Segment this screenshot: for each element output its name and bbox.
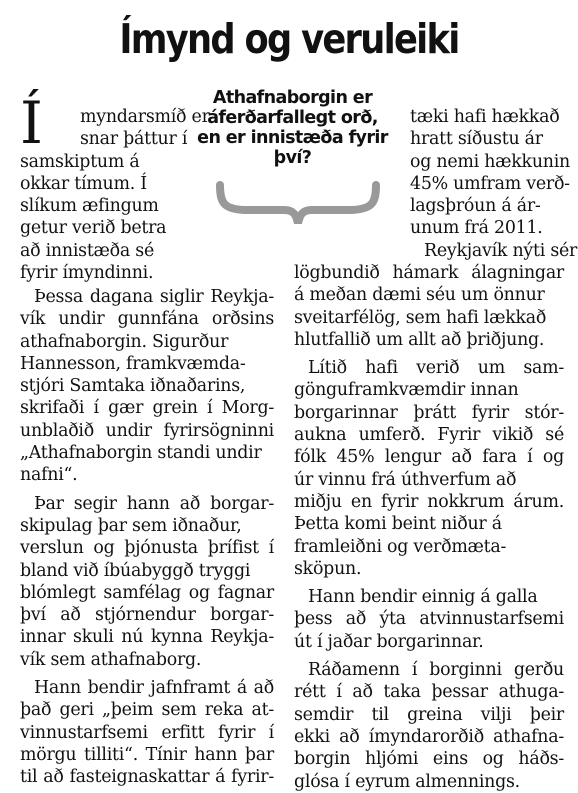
text-line: að innistæða sé <box>20 240 154 261</box>
text-line: rétt í að taka þessar athuga- <box>294 682 564 703</box>
column-left <box>80 106 210 151</box>
text-line: Lítið hafi verið um sam- <box>308 358 564 379</box>
pull-quote-line: Athafnaborgin er <box>212 88 373 108</box>
text-line: „Athafnaborgin standi undir <box>20 443 262 464</box>
paragraph <box>294 262 564 351</box>
text-line: fyrir ímyndinni. <box>20 263 154 284</box>
text-line: hratt síðustu ár <box>410 129 543 150</box>
column-right-top <box>410 106 570 240</box>
text-line: stjóri Samtaka iðnaðarins, <box>20 376 246 397</box>
paragraph <box>294 357 564 580</box>
text-line: innar skuli nú kynna Reykja- <box>20 627 274 648</box>
text-line: bland við íbúabyggð tryggi <box>20 560 251 581</box>
text-line: Þetta komi beint niður á <box>294 514 502 535</box>
column-right-main <box>294 262 564 793</box>
text-line: úr vinnu frá úthverfum að <box>294 469 517 490</box>
text-line: borgin hljómi eins og háðs- <box>294 749 564 770</box>
text-line: samskiptum á <box>20 151 140 172</box>
text-line: getur verið betra <box>20 218 167 239</box>
text-line: hlutfallið um allt að þriðjung. <box>294 329 545 350</box>
text-line: lagsþróun á ár- <box>410 196 541 217</box>
text-line: snar þáttur í <box>80 129 188 150</box>
text-line: á meðan dæmi séu um önnur <box>294 285 545 306</box>
text-line: miðju en fyrir nokkrum árum. <box>294 491 564 512</box>
text-line: Hann bendir einnig á galla <box>308 587 538 608</box>
text-line: sköpun. <box>294 558 362 579</box>
paragraph <box>294 659 564 793</box>
text-line: skipulag þar sem iðnaður, <box>20 515 242 536</box>
text-line: og nemi hækkunin <box>410 151 570 172</box>
text-line: myndarsmíð er <box>80 107 210 127</box>
text-line: Ráðamenn í borginni gerðu <box>308 660 564 681</box>
text-line: til að fasteignaskattar á fyrir- <box>20 767 274 788</box>
text-line: semdir til greina vilji þeir <box>294 704 564 725</box>
text-line: unblaðið undir fyrirsögninni <box>20 420 274 441</box>
text-line: út í jaðar borgarinnar. <box>294 631 484 652</box>
text-line: mörgu tilliti“. Tínir hann þar <box>20 744 274 765</box>
text-line: því að stjórnendur borgar- <box>20 605 274 626</box>
text-line: Þessa dagana siglir Reykja- <box>34 287 274 307</box>
text-line: borgarinnar þrátt fyrir stór- <box>294 402 564 423</box>
text-line: vík sem athafnaborg. <box>20 649 202 670</box>
text-line: sveitarfélög, sem hafi lækkað <box>294 307 547 328</box>
text-line: tæki hafi hækkað <box>410 107 560 127</box>
text-line: blómlegt samfélag og fagnar <box>20 582 274 603</box>
pull-quote-line: áferðarfallegt orð, <box>207 108 378 128</box>
text-line: vík undir gunnfána orðsins <box>20 309 274 330</box>
text-line: vinnustarfsemi erfitt fyrir í <box>20 722 274 743</box>
text-line: unum frá 2011. <box>410 218 543 239</box>
text-line: 45% umfram verð- <box>410 173 570 194</box>
text-line: athafnaborgin. Sigurður <box>20 331 229 352</box>
text-line: glósa í eyrum almennings. <box>294 771 520 792</box>
curly-brace-icon <box>214 183 382 225</box>
text-line: ekki að ímyndarorðið athafna- <box>294 726 564 747</box>
paragraph <box>20 493 274 671</box>
headline: Ímynd og veruleiki <box>119 15 459 63</box>
text-line: gönguframkvæmdir innan <box>294 380 519 401</box>
text-line: þess að ýta atvinnustarfsemi <box>294 609 564 630</box>
pull-quote <box>190 88 395 168</box>
text-line: framleiðni og verðmæta- <box>294 536 507 557</box>
text-line: verslun og þjónusta þrífist í <box>20 538 274 559</box>
text-line: nafni“. <box>20 465 78 486</box>
column-left-main <box>20 151 186 285</box>
text-line: Þar segir hann að borgar- <box>34 493 274 514</box>
text-line: það geri „þeim sem reka at- <box>20 700 274 721</box>
text-line: slíkum æfingum <box>20 196 159 217</box>
paragraph <box>20 286 274 487</box>
text-line: fólk 45% lengur að fara í og <box>294 447 564 468</box>
text-line: skrifaði í gær grein í Morg- <box>20 398 274 419</box>
pull-quote-line: því? <box>273 148 312 168</box>
drop-cap: Í <box>20 89 43 157</box>
column-right-body <box>410 240 578 262</box>
column-left-body <box>20 286 274 789</box>
text-line: lögbundið hámark álagningar <box>294 263 564 283</box>
text-line: Hann bendir jafnframt á að <box>34 678 274 699</box>
text-line: okkar tímum. Í <box>20 173 147 194</box>
text-line: aukna umferð. Fyrir vikið sé <box>294 425 564 446</box>
text-line: Reykjavík nýti sér <box>424 240 578 261</box>
paragraph <box>294 586 564 653</box>
text-line: Hannesson, framkvæmda- <box>20 353 246 374</box>
pull-quote-line: en er innistæða fyrir <box>197 128 388 148</box>
paragraph <box>20 677 274 788</box>
